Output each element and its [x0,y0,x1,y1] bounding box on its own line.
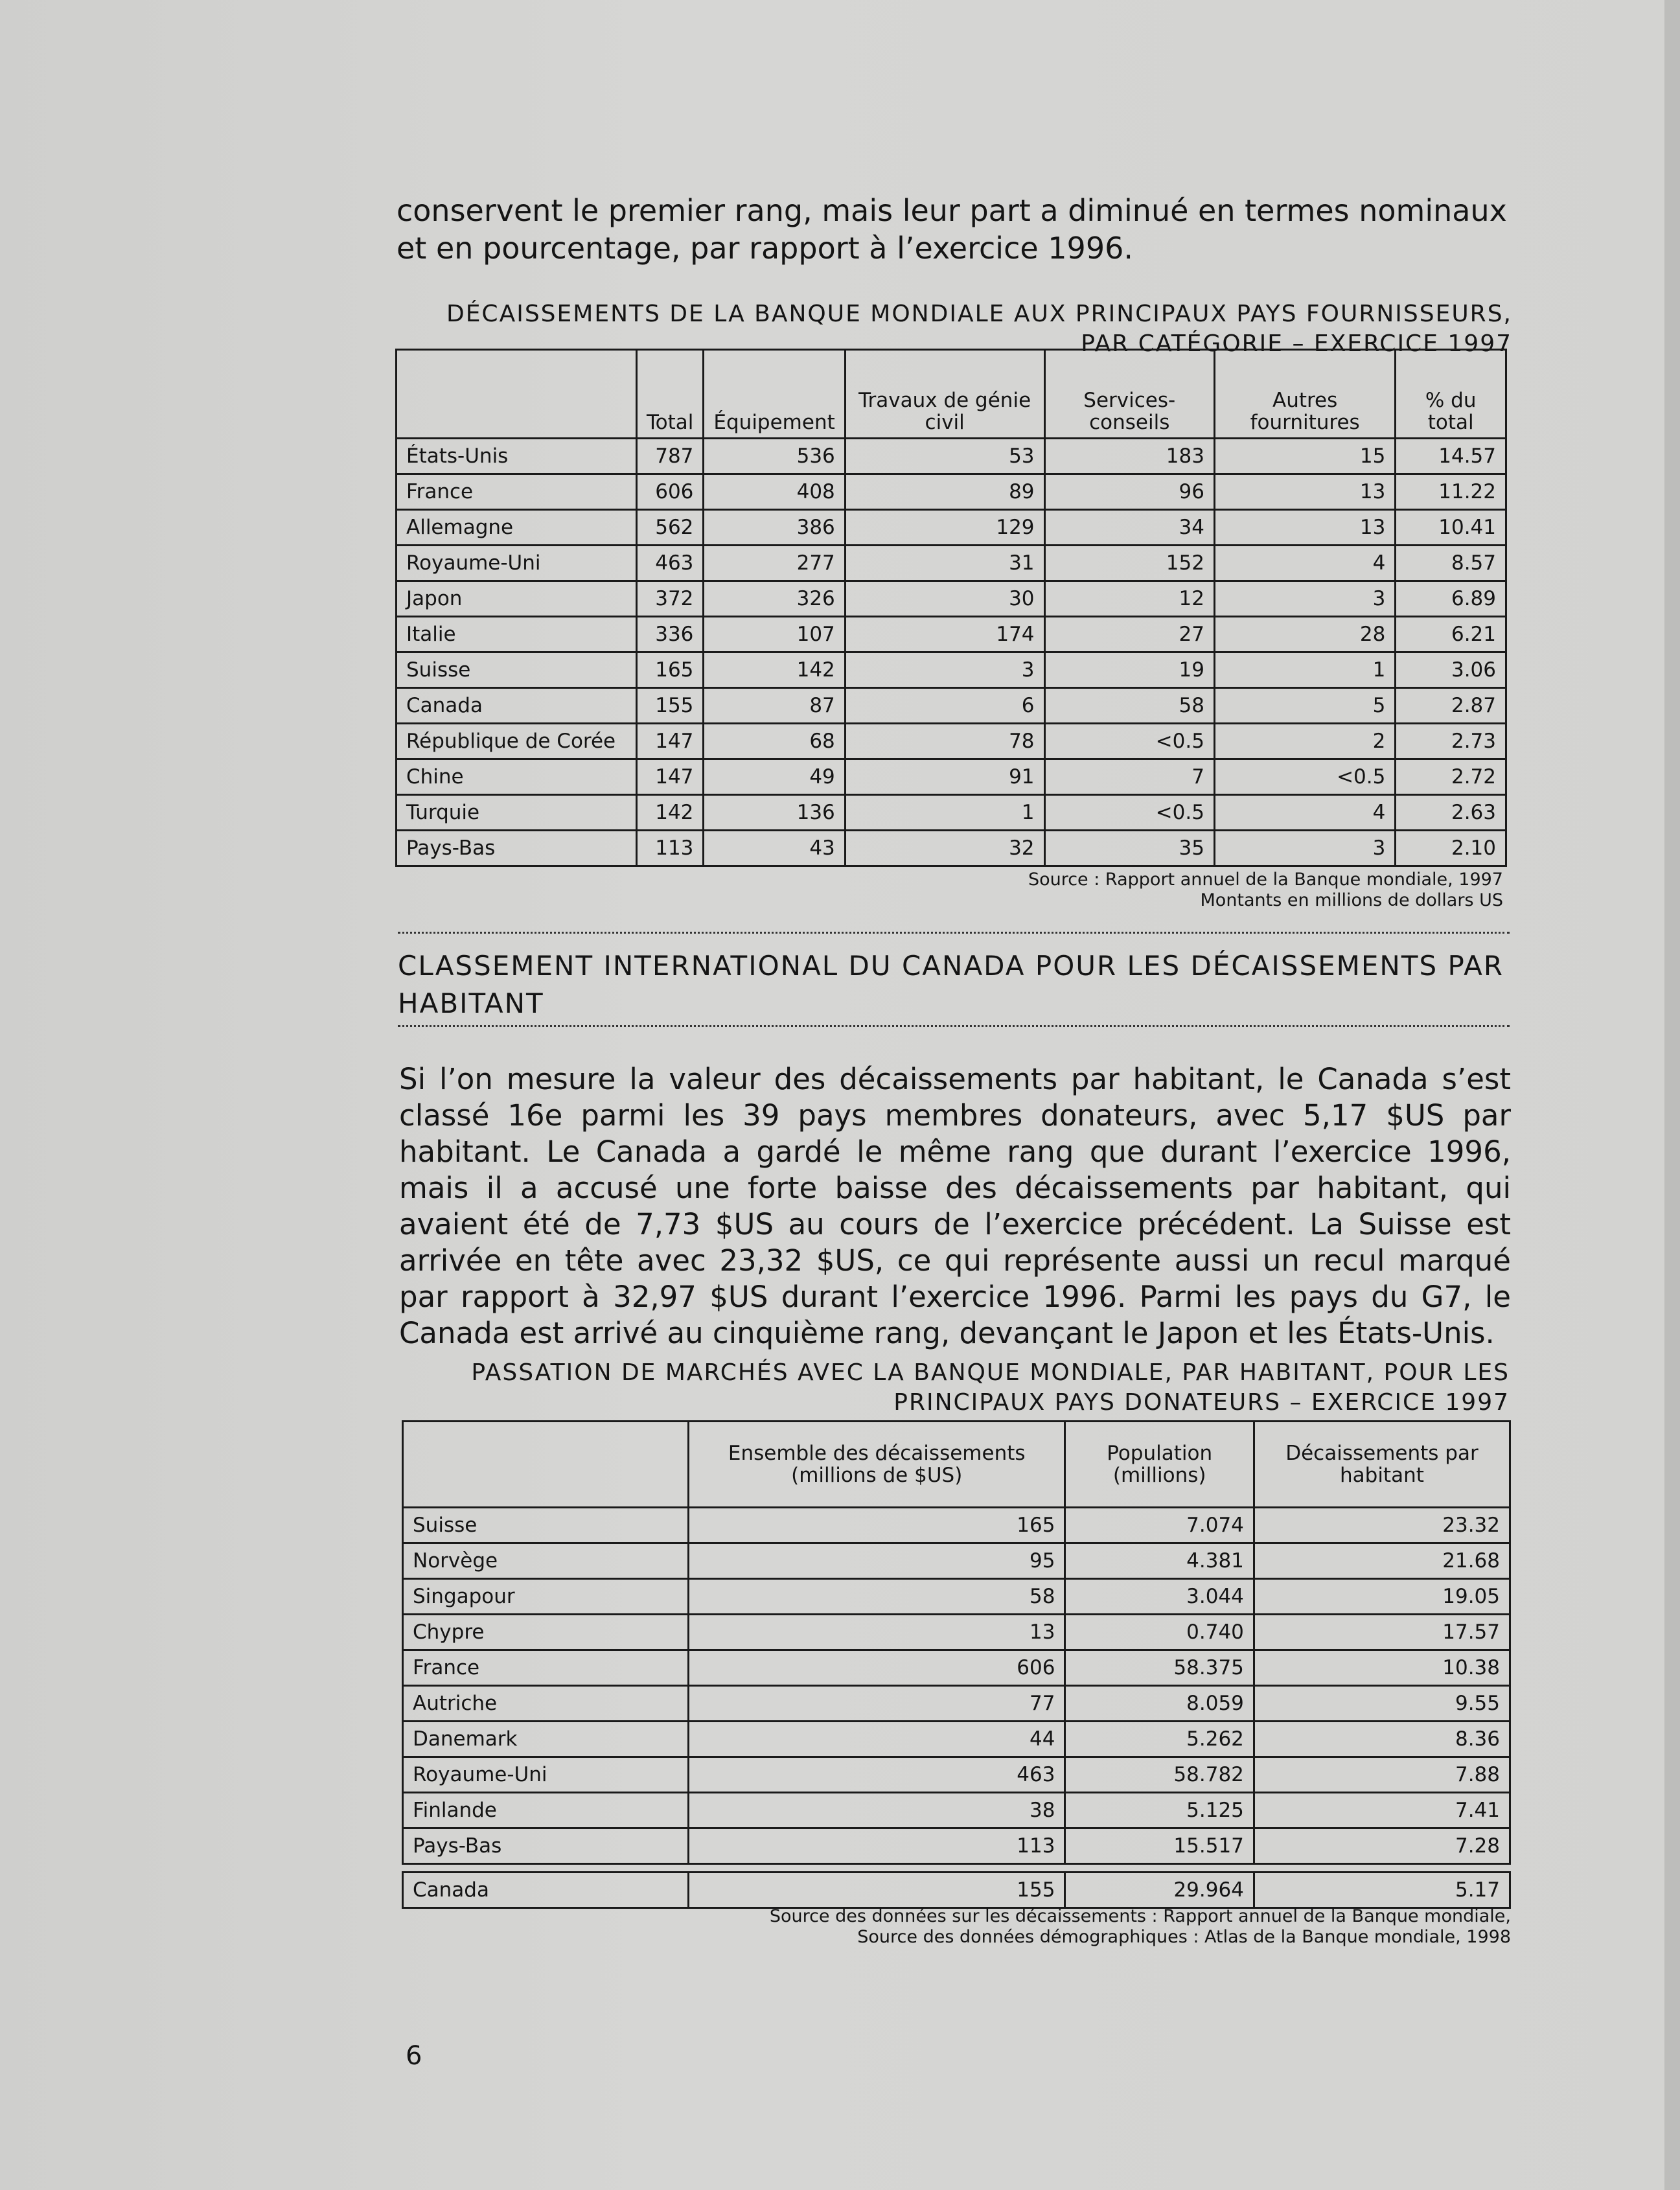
value-cell: 21.68 [1254,1543,1510,1579]
table1-header [397,350,637,439]
country-cell: Turquie [397,795,637,831]
value-cell: 13 [1214,510,1395,546]
country-cell: Suisse [403,1508,689,1543]
country-cell: Danemark [403,1722,689,1757]
table2-header: Décaissements par habitant [1254,1422,1510,1508]
value-cell: 58.782 [1065,1757,1254,1793]
value-cell: 174 [845,617,1044,652]
table-row [397,759,1506,795]
country-cell: Royaume-Uni [397,546,637,581]
separator-cell [689,1864,1065,1873]
body-paragraph: Si l’on mesure la valeur des décaissements par habitant, le Canada s’est classé 16e parmi les 39 pays membres donateurs, avec 5,17 $US par habitant. Le Canada a gardé le même rang que durant l’exercice 1996, mais il a accusé une forte baisse des décaissements par habitant, qui avaient été de 7,73 $US au cours de l’exercice précédent. La Suisse est arrivée en tête avec 23,32 $US, ce qui représente aussi un recul marqué par rapport à 32,97 $US durant l’exercice 1996. Parmi les pays du G7, le Canada est arrivé au cinquième rang, devançant le Japon et les États-Unis. [399,1062,1511,1350]
value-cell: 2.10 [1396,831,1506,866]
value-cell: 49 [704,759,845,795]
value-cell: 11.22 [1396,474,1506,510]
table1-header: Services-conseils [1044,350,1214,439]
value-cell: 147 [637,759,704,795]
value-cell: 15.517 [1065,1828,1254,1864]
value-cell: 43 [704,831,845,866]
value-cell: 77 [689,1686,1065,1722]
value-cell: <0.5 [1044,795,1214,831]
value-cell: 2.63 [1396,795,1506,831]
table-row [397,439,1506,474]
value-cell: 142 [637,795,704,831]
dotted-divider [398,932,1510,934]
value-cell: 31 [845,546,1044,581]
value-cell: 1 [845,795,1044,831]
value-cell: 30 [845,581,1044,617]
value-cell: 89 [845,474,1044,510]
value-cell: 9.55 [1254,1686,1510,1722]
country-cell: Norvège [403,1543,689,1579]
table-row [403,1543,1510,1579]
table1-header: Équipement [704,350,845,439]
value-cell: 4 [1214,546,1395,581]
value-cell: 14.57 [1396,439,1506,474]
value-cell: 142 [704,652,845,688]
value-cell: 53 [845,439,1044,474]
value-cell: 6.21 [1396,617,1506,652]
value-cell: 183 [1044,439,1214,474]
table1-header: Total [637,350,704,439]
value-cell: 386 [704,510,845,546]
country-cell: Japon [397,581,637,617]
value-cell: 1 [1214,652,1395,688]
table2-header: Population (millions) [1065,1422,1254,1508]
value-cell: 13 [1214,474,1395,510]
value-cell: 326 [704,581,845,617]
value-cell: 96 [1044,474,1214,510]
value-cell: 155 [689,1873,1065,1908]
table2-source-line: Source des données sur les décaissements : Rapport annuel de la Banque mondiale, [769,1906,1511,1926]
value-cell: 372 [637,581,704,617]
value-cell: 4.381 [1065,1543,1254,1579]
value-cell: 8.36 [1254,1722,1510,1757]
table-row [397,546,1506,581]
value-cell: 4 [1214,795,1395,831]
value-cell: 165 [689,1508,1065,1543]
value-cell: 107 [704,617,845,652]
value-cell: 5.125 [1065,1793,1254,1828]
country-cell: Singapour [403,1579,689,1615]
value-cell: 113 [637,831,704,866]
table-row [403,1686,1510,1722]
table1-header: % du total [1396,350,1506,439]
table-row [397,688,1506,724]
table-row [403,1757,1510,1793]
table2-source [583,1906,1511,1948]
value-cell: 7.28 [1254,1828,1510,1864]
country-cell: Chine [397,759,637,795]
value-cell: 336 [637,617,704,652]
page-edge [1664,0,1680,2190]
value-cell: 95 [689,1543,1065,1579]
country-cell: Canada [403,1873,689,1908]
value-cell: 6.89 [1396,581,1506,617]
canada-row [403,1873,1510,1908]
separator-cell [1254,1864,1510,1873]
value-cell: 32 [845,831,1044,866]
value-cell: 5.262 [1065,1722,1254,1757]
value-cell: 165 [637,652,704,688]
table-row [403,1615,1510,1650]
table-row [403,1828,1510,1864]
table-row [403,1508,1510,1543]
country-cell: Chypre [403,1615,689,1650]
table-row [403,1793,1510,1828]
table-row [397,510,1506,546]
value-cell: 8.059 [1065,1686,1254,1722]
dotted-divider [398,1025,1510,1027]
value-cell: 58 [689,1579,1065,1615]
value-cell: 155 [637,688,704,724]
value-cell: 6 [845,688,1044,724]
table1-title: DÉCAISSEMENTS DE LA BANQUE MONDIALE AUX PRINCIPAUX PAYS FOURNISSEURS, PAR CATÉGORIE – EXERCICE 1997 [446,301,1512,357]
value-cell: 58 [1044,688,1214,724]
value-cell: 3 [1214,581,1395,617]
value-cell: 2 [1214,724,1395,759]
value-cell: 28 [1214,617,1395,652]
value-cell: 68 [704,724,845,759]
table2-header-row [403,1422,1510,1508]
country-cell: Suisse [397,652,637,688]
table-row [397,831,1506,866]
value-cell: 463 [689,1757,1065,1793]
value-cell: 113 [689,1828,1065,1864]
value-cell: 606 [637,474,704,510]
value-cell: 463 [637,546,704,581]
value-cell: 87 [704,688,845,724]
table-row [397,617,1506,652]
intro-text: conservent le premier rang, mais leur part a diminué en termes nominaux et en pourcentage, par rapport à l’exercice 1996. [397,193,1507,266]
table1-source-line: Source : Rapport annuel de la Banque mondiale, 1997 [1028,870,1503,890]
table-row [397,581,1506,617]
country-cell: Pays-Bas [403,1828,689,1864]
value-cell: <0.5 [1044,724,1214,759]
country-cell: France [403,1650,689,1686]
value-cell: 12 [1044,581,1214,617]
value-cell: 2.73 [1396,724,1506,759]
country-cell: Finlande [403,1793,689,1828]
value-cell: 29.964 [1065,1873,1254,1908]
value-cell: 78 [845,724,1044,759]
value-cell: 2.72 [1396,759,1506,795]
value-cell: 5 [1214,688,1395,724]
value-cell: 3 [845,652,1044,688]
country-cell: Royaume-Uni [403,1757,689,1793]
value-cell: 91 [845,759,1044,795]
country-cell: Pays-Bas [397,831,637,866]
value-cell: 38 [689,1793,1065,1828]
value-cell: 10.38 [1254,1650,1510,1686]
per-capita-table [402,1420,1511,1909]
value-cell: 129 [845,510,1044,546]
separator-cell [403,1864,689,1873]
value-cell: 536 [704,439,845,474]
table-row [397,795,1506,831]
value-cell: 15 [1214,439,1395,474]
table2-title: PASSATION DE MARCHÉS AVEC LA BANQUE MONDIALE, PAR HABITANT, POUR LES PRINCIPAUX PAYS DONATEURS – EXERCICE 1997 [471,1359,1510,1416]
disbursements-table [395,349,1507,867]
value-cell: 7.41 [1254,1793,1510,1828]
table1-source [777,870,1503,911]
value-cell: 3 [1214,831,1395,866]
value-cell: 606 [689,1650,1065,1686]
value-cell: 44 [689,1722,1065,1757]
country-cell: États-Unis [397,439,637,474]
table1-header: Autres fournitures [1214,350,1395,439]
value-cell: 7 [1044,759,1214,795]
value-cell: 5.17 [1254,1873,1510,1908]
value-cell: 787 [637,439,704,474]
table-row [397,724,1506,759]
value-cell: 136 [704,795,845,831]
table-row [397,474,1506,510]
value-cell: <0.5 [1214,759,1395,795]
table1-units-line: Montants en millions de dollars US [1200,890,1503,910]
value-cell: 3.06 [1396,652,1506,688]
table2-header: Ensemble des décaissements (millions de $US) [689,1422,1065,1508]
section-heading: CLASSEMENT INTERNATIONAL DU CANADA POUR LES DÉCAISSEMENTS PAR HABITANT [398,950,1504,1019]
value-cell: 0.740 [1065,1615,1254,1650]
country-cell: Autriche [403,1686,689,1722]
country-cell: France [397,474,637,510]
value-cell: 3.044 [1065,1579,1254,1615]
value-cell: 10.41 [1396,510,1506,546]
country-cell: Allemagne [397,510,637,546]
value-cell: 147 [637,724,704,759]
table1-header-row [397,350,1506,439]
page-number: 6 [406,2041,422,2071]
value-cell: 8.57 [1396,546,1506,581]
table-row [397,652,1506,688]
value-cell: 19.05 [1254,1579,1510,1615]
value-cell: 13 [689,1615,1065,1650]
value-cell: 7.074 [1065,1508,1254,1543]
value-cell: 17.57 [1254,1615,1510,1650]
value-cell: 19 [1044,652,1214,688]
value-cell: 27 [1044,617,1214,652]
value-cell: 277 [704,546,845,581]
value-cell: 35 [1044,831,1214,866]
country-cell: Italie [397,617,637,652]
value-cell: 2.87 [1396,688,1506,724]
value-cell: 562 [637,510,704,546]
value-cell: 152 [1044,546,1214,581]
value-cell: 408 [704,474,845,510]
table2-header [403,1422,689,1508]
value-cell: 7.88 [1254,1757,1510,1793]
country-cell: Canada [397,688,637,724]
table-separator [403,1864,1510,1873]
table2-source-line: Source des données démographiques : Atlas de la Banque mondiale, 1998 [857,1927,1511,1947]
value-cell: 34 [1044,510,1214,546]
table1-header: Travaux de génie civil [845,350,1044,439]
value-cell: 23.32 [1254,1508,1510,1543]
table-row [403,1579,1510,1615]
table-row [403,1650,1510,1686]
value-cell: 58.375 [1065,1650,1254,1686]
country-cell: République de Corée [397,724,637,759]
separator-cell [1065,1864,1254,1873]
table-row [403,1722,1510,1757]
